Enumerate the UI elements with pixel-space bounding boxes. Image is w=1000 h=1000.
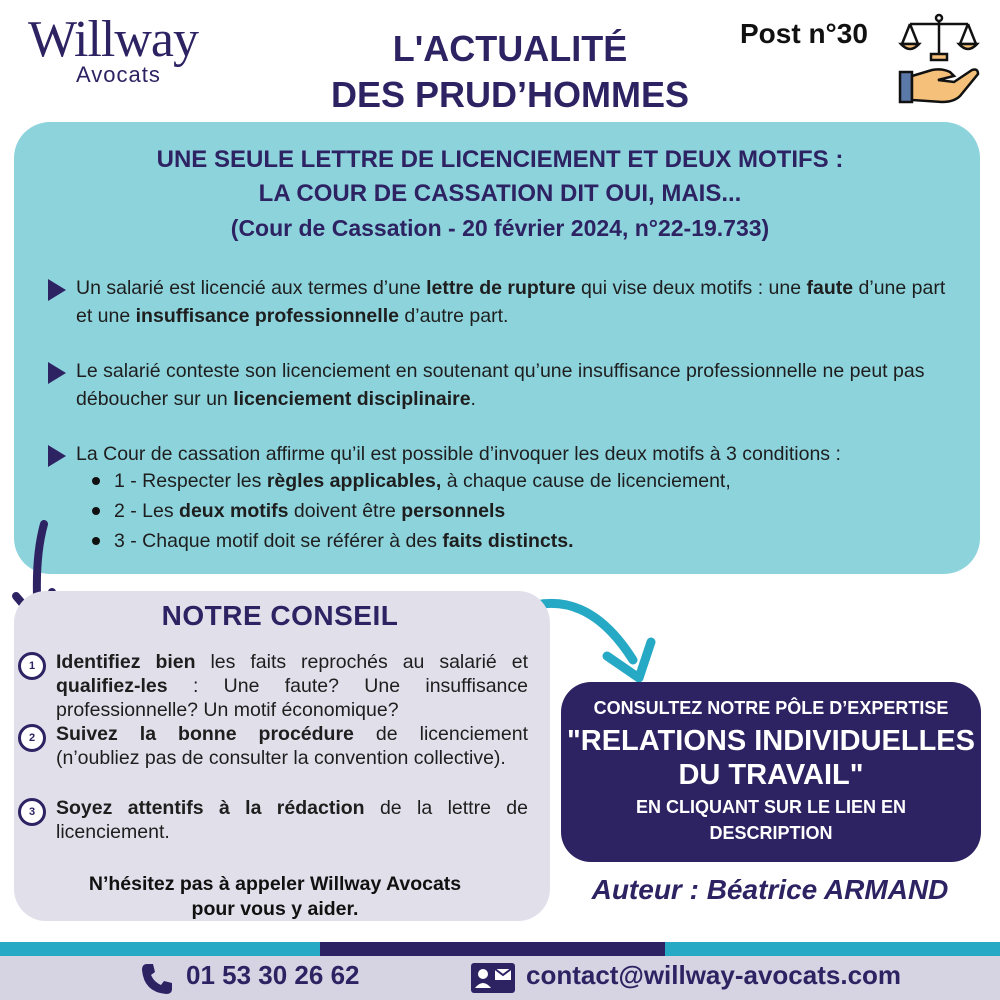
number-badge-icon: 2 (18, 724, 46, 752)
author: Auteur : Béatrice ARMAND (591, 874, 949, 905)
bullet-point (48, 440, 948, 468)
expertise-line-1: CONSULTEZ NOTRE PÔLE D’EXPERTISE (593, 698, 949, 718)
tip-item (18, 650, 528, 722)
tip-item (18, 722, 528, 770)
headline-line-2: LA COUR DE CASSATION DIT OUI, MAIS... (258, 180, 742, 207)
conditions-list (92, 466, 731, 556)
conseil-title: NOTRE CONSEIL (161, 600, 399, 631)
expertise-line-2: "RELATIONS INDIVIDUELLES (567, 725, 975, 757)
number-badge-icon: 1 (18, 652, 46, 680)
tip-text: Identifiez bien les faits reprochés au salarié et qualifiez-les : Une faute? Une insuffisance professionnelle? Un motif économique? (56, 651, 528, 721)
phone-icon (140, 962, 174, 996)
scale-hand-icon (898, 10, 980, 110)
headline-line-1: UNE SEULE LETTRE DE LICENCIEMENT ET DEUX MOTIFS : (156, 146, 844, 173)
expertise-line-4: EN CLIQUANT SUR LE LIEN EN (635, 797, 906, 817)
call-line-2: pour vous y aider. (191, 898, 359, 920)
condition-item: 2 - Les deux motifs doivent être personnels (92, 496, 731, 526)
expertise-footer (561, 794, 981, 846)
triangle-bullet-icon (48, 362, 66, 384)
bullet-text: Le salarié conteste son licenciement en soutenant qu’une insuffisance professionnelle ne peut pas déboucher sur un licenciement disciplinaire. (76, 360, 925, 410)
bullet-point (48, 274, 948, 330)
call-line-1: N’hésitez pas à appeler Willway Avocats (88, 873, 462, 895)
headline-line-3: (Cour de Cassation - 20 février 2024, n°22-19.733) (230, 215, 770, 241)
logo-main-text: Willway (28, 11, 198, 68)
tip-item (18, 796, 528, 844)
page-title (260, 26, 760, 118)
post-number: Post n°30 (740, 18, 868, 49)
email-link[interactable]: contact@willway-avocats.com (526, 960, 902, 990)
condition-item: 1 - Respecter les règles applicables, à chaque cause de licenciement, (92, 466, 731, 496)
title-line-1: L'ACTUALITÉ (392, 28, 628, 69)
headline (60, 143, 940, 245)
willway-logo (28, 11, 218, 87)
tip-text: Suivez la bonne procédure de licenciement (n’oubliez pas de consulter la convention collective). (56, 723, 528, 769)
triangle-bullet-icon (48, 279, 66, 301)
contact-card-icon (470, 962, 516, 994)
phone-link[interactable]: 01 53 30 26 62 (186, 960, 360, 990)
bullet-point (48, 357, 948, 413)
triangle-bullet-icon (48, 445, 66, 467)
tip-text: Soyez attentifs à la rédaction de la lettre de licenciement. (56, 797, 528, 843)
expertise-title (561, 724, 981, 792)
title-line-2: DES PRUD’HOMMES (330, 74, 690, 115)
expertise-line-5: DESCRIPTION (709, 823, 833, 843)
call-to-action (40, 872, 510, 922)
footer-divider (0, 942, 1000, 956)
logo-sub-text: Avocats (76, 62, 161, 87)
bullet-text: Un salarié est licencié aux termes d’une lettre de rupture qui vise deux motifs : une faute d’une part et une insuffisance professionnelle d’autre part. (76, 277, 946, 327)
condition-item: 3 - Chaque motif doit se référer à des faits distincts. (92, 526, 731, 556)
expertise-line-3: DU TRAVAIL" (678, 759, 864, 791)
number-badge-icon: 3 (18, 798, 46, 826)
bullet-text: La Cour de cassation affirme qu’il est possible d’invoquer les deux motifs à 3 conditions : (76, 443, 841, 465)
